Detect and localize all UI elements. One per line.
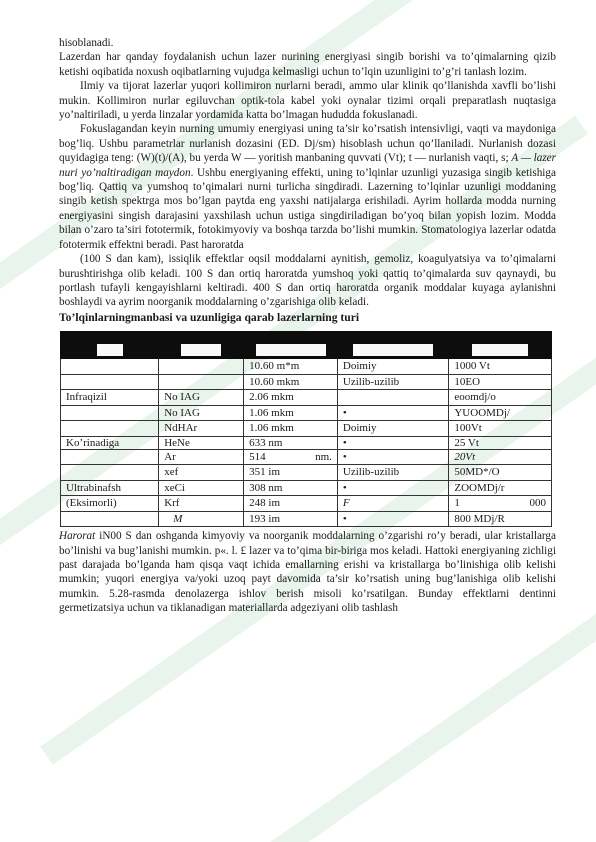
table-cell: 10.60 m*m <box>244 359 338 375</box>
table-row <box>61 436 552 449</box>
table-cell: No IAG <box>159 390 244 406</box>
table-cell-text: 1 000 <box>454 497 546 510</box>
table-row <box>61 421 552 437</box>
paragraph <box>59 122 556 252</box>
table-cell <box>61 374 159 390</box>
table-cell: HeNe <box>159 436 244 449</box>
table-cell: xef <box>159 465 244 481</box>
table-header-cell <box>244 332 338 359</box>
table-row <box>61 449 552 465</box>
table-row <box>61 359 552 375</box>
table-header-row <box>61 332 552 359</box>
table-cell: xeCi <box>159 480 244 496</box>
table-cell: 25 Vt <box>449 436 552 449</box>
table-cell: 10.60 mkm <box>244 374 338 390</box>
table-cell: • <box>337 511 448 527</box>
table-cell <box>61 449 159 465</box>
table-cell <box>449 496 552 512</box>
table-heading: To’lqinlarningmanbasi va uzunligiga qarab lazerlarning turi <box>59 310 360 324</box>
paragraph: Ilmiy va tijorat lazerlar yuqori kollimiron nurlarni beradi, ammo ular klinik qo’llanishda xavfli bo’lishi mukin. Kollimiron nurlar egiluvchan optik-tola kabel yoki oynalar tizimi orqali preparatlash nuqtasiga yo’naltiriladi, u yerda linzalar yordamida katta bo’lmagan hududda fokuslanadi. <box>59 80 556 122</box>
table-cell: Ar <box>159 449 244 465</box>
table-cell: 308 nm <box>244 480 338 496</box>
table-cell <box>61 421 159 437</box>
table-cell <box>61 465 159 481</box>
table-cell: (Eksimorli) <box>61 496 159 512</box>
document-page <box>59 36 556 616</box>
table-cell: 100Vt <box>449 421 552 437</box>
paragraph-text: . Ushbu energiyaning effekti, uning to’lqinlar uzunligi yuzasiga singib ketishiga bog’liq. Qattiq va yumshoq to’qimalari nurni turlicha singdiradi. Lazerning to’lqinlar uzunligi moddaning singib ketish spektrga mos bo’lgan paytda eng yaxshi natijalarga erishiladi. Ayrim hollarda modda nurning energiyasini singish darajasini yaxshilash uchun ustiga singdiriladigan bo’yoq bilan yopish lozim. Modda bilan o’zaro ta’siri fototermik, fotokimyoviy va boshqa tarzda bo’lishi mumkin. Stomatologiya lazerlar odatda fototermik effektni beradi. Past haroratda <box>59 166 556 251</box>
table-cell-text: 514 nm. <box>249 450 332 463</box>
table-cell: 633 nm <box>244 436 338 449</box>
table-cell: 2.06 mkm <box>244 390 338 406</box>
paragraph: Lazerdan har qanday foydalanish uchun lazer nurining energiyasi singib borishi va to’qimalarning qizib ketishi oqibatida noxush oqibatlarning vujudga kelmasligi uchun to’lqin uzunligini to’g’ri tanlash lozim. <box>59 51 556 78</box>
table-cell <box>61 405 159 421</box>
table-row <box>61 480 552 496</box>
table-cell <box>337 390 448 406</box>
table-cell: YUOOMDj/ <box>449 405 552 421</box>
paragraph-text: iN00 S dan oshganda kimyoviy va noorganik moddalarning o’zgarishi ro’y beradi, ular kristallarga bo’linishi va bug’lanishi mumkin. p«. l. £ lazer va to’qima bir-biriga mos keladi. Hattoki energiyaning zichligi past darajada bo’lganda ham qisqa vaqt ichida emallarning erishi va kristallarga bo’linishiga olib kelishi mumkin; yuqori energiya va/yoki uzoq payt davomida ta’sir ko’rsatish uning bug’lanishiga olib kelishi mumkin. 5.28-rasmda denolazerga ishlov berish misoli ko’rsatilgan. Bunday effektlarni dentinni germetizatsiya uchun va tiklanadigan materiallarda adgeziyani olib tashlash <box>59 530 556 615</box>
table-cell: Ko’rinadiga <box>61 436 159 449</box>
table-cell: ZOOMDj/r <box>449 480 552 496</box>
table-cell: Infraqizil <box>61 390 159 406</box>
table-cell: Doimiy <box>337 359 448 375</box>
table-cell: • <box>337 449 448 465</box>
paragraph: hisoblanadi. <box>59 37 114 49</box>
table-cell <box>244 449 338 465</box>
table-cell: 351 im <box>244 465 338 481</box>
table-cell: • <box>337 405 448 421</box>
table-cell: M <box>159 511 244 527</box>
table-cell: No IAG <box>159 405 244 421</box>
table-cell: 800 MDj/R <box>449 511 552 527</box>
table-cell: 1.06 mkm <box>244 421 338 437</box>
laser-table-wrap <box>59 331 556 527</box>
table-row <box>61 465 552 481</box>
table-cell: 248 im <box>244 496 338 512</box>
paragraph-italic-text: A — lazer nuri yo’naltiradigan maydon <box>59 152 556 179</box>
paragraph: (100 S dan kam), issiqlik effektlar oqsil moddalarni aynitish, gemoliz, koagulyatsiya va to’qimalarni burushtirishga olib keladi. 100 S dan ortiq haroratda yumshoq yoki qattiq to’qimalarda suv qaynaydi, bu portlash tufayli kengayishlarni keltiradi. 400 S dan ortiq haroratda organik moddalar kuyaga aylanishni boshlaydi va ayrim noorganik moddalarning o’zgarishiga olib keladi. <box>59 253 556 309</box>
table-cell: 50MD*/O <box>449 465 552 481</box>
table-cell: 1.06 mkm <box>244 405 338 421</box>
table-cell: 10EO <box>449 374 552 390</box>
table-cell: Krf <box>159 496 244 512</box>
table-row <box>61 390 552 406</box>
table-cell: • <box>337 436 448 449</box>
table-cell <box>159 374 244 390</box>
table-cell <box>61 359 159 375</box>
table-cell: Doimiy <box>337 421 448 437</box>
table-header-cell <box>61 332 159 359</box>
table-header-cell <box>449 332 552 359</box>
table-cell: 193 im <box>244 511 338 527</box>
paragraph-italic-text: Harorat <box>59 530 96 543</box>
table-cell: 1000 Vt <box>449 359 552 375</box>
table-cell: Ultrabinafsh <box>61 480 159 496</box>
table-row <box>61 496 552 512</box>
table-cell <box>61 511 159 527</box>
paragraph <box>59 529 556 615</box>
paragraph-text: Fokuslagandan keyin nurning umumiy energiyasi uning ta’sir ko’rsatish intensivligi, vaqti va maydoniga bog’liq. Ushbu parametrlar nurlanish dozasini (ED. Dj/sm) hisoblash uchun qo’llaniladi. Nurlanish dozasi quyidagiga teng: (W)(t)/(A), bu yerda W — yoritish manbaning quvvati (Vt); t — nurlanish vaqti, s; <box>59 123 556 165</box>
table-cell: F <box>337 496 448 512</box>
laser-types-table <box>60 331 552 527</box>
table-cell: 20Vt <box>449 449 552 465</box>
table-cell: Uzilib-uzilib <box>337 374 448 390</box>
table-cell: eoomdj/o <box>449 390 552 406</box>
table-cell: • <box>337 480 448 496</box>
table-row <box>61 405 552 421</box>
table-cell <box>159 359 244 375</box>
table-row <box>61 511 552 527</box>
table-header-cell <box>159 332 244 359</box>
table-cell: NdHAr <box>159 421 244 437</box>
table-row <box>61 374 552 390</box>
table-header-cell <box>337 332 448 359</box>
table-cell: Uzilib-uzilib <box>337 465 448 481</box>
